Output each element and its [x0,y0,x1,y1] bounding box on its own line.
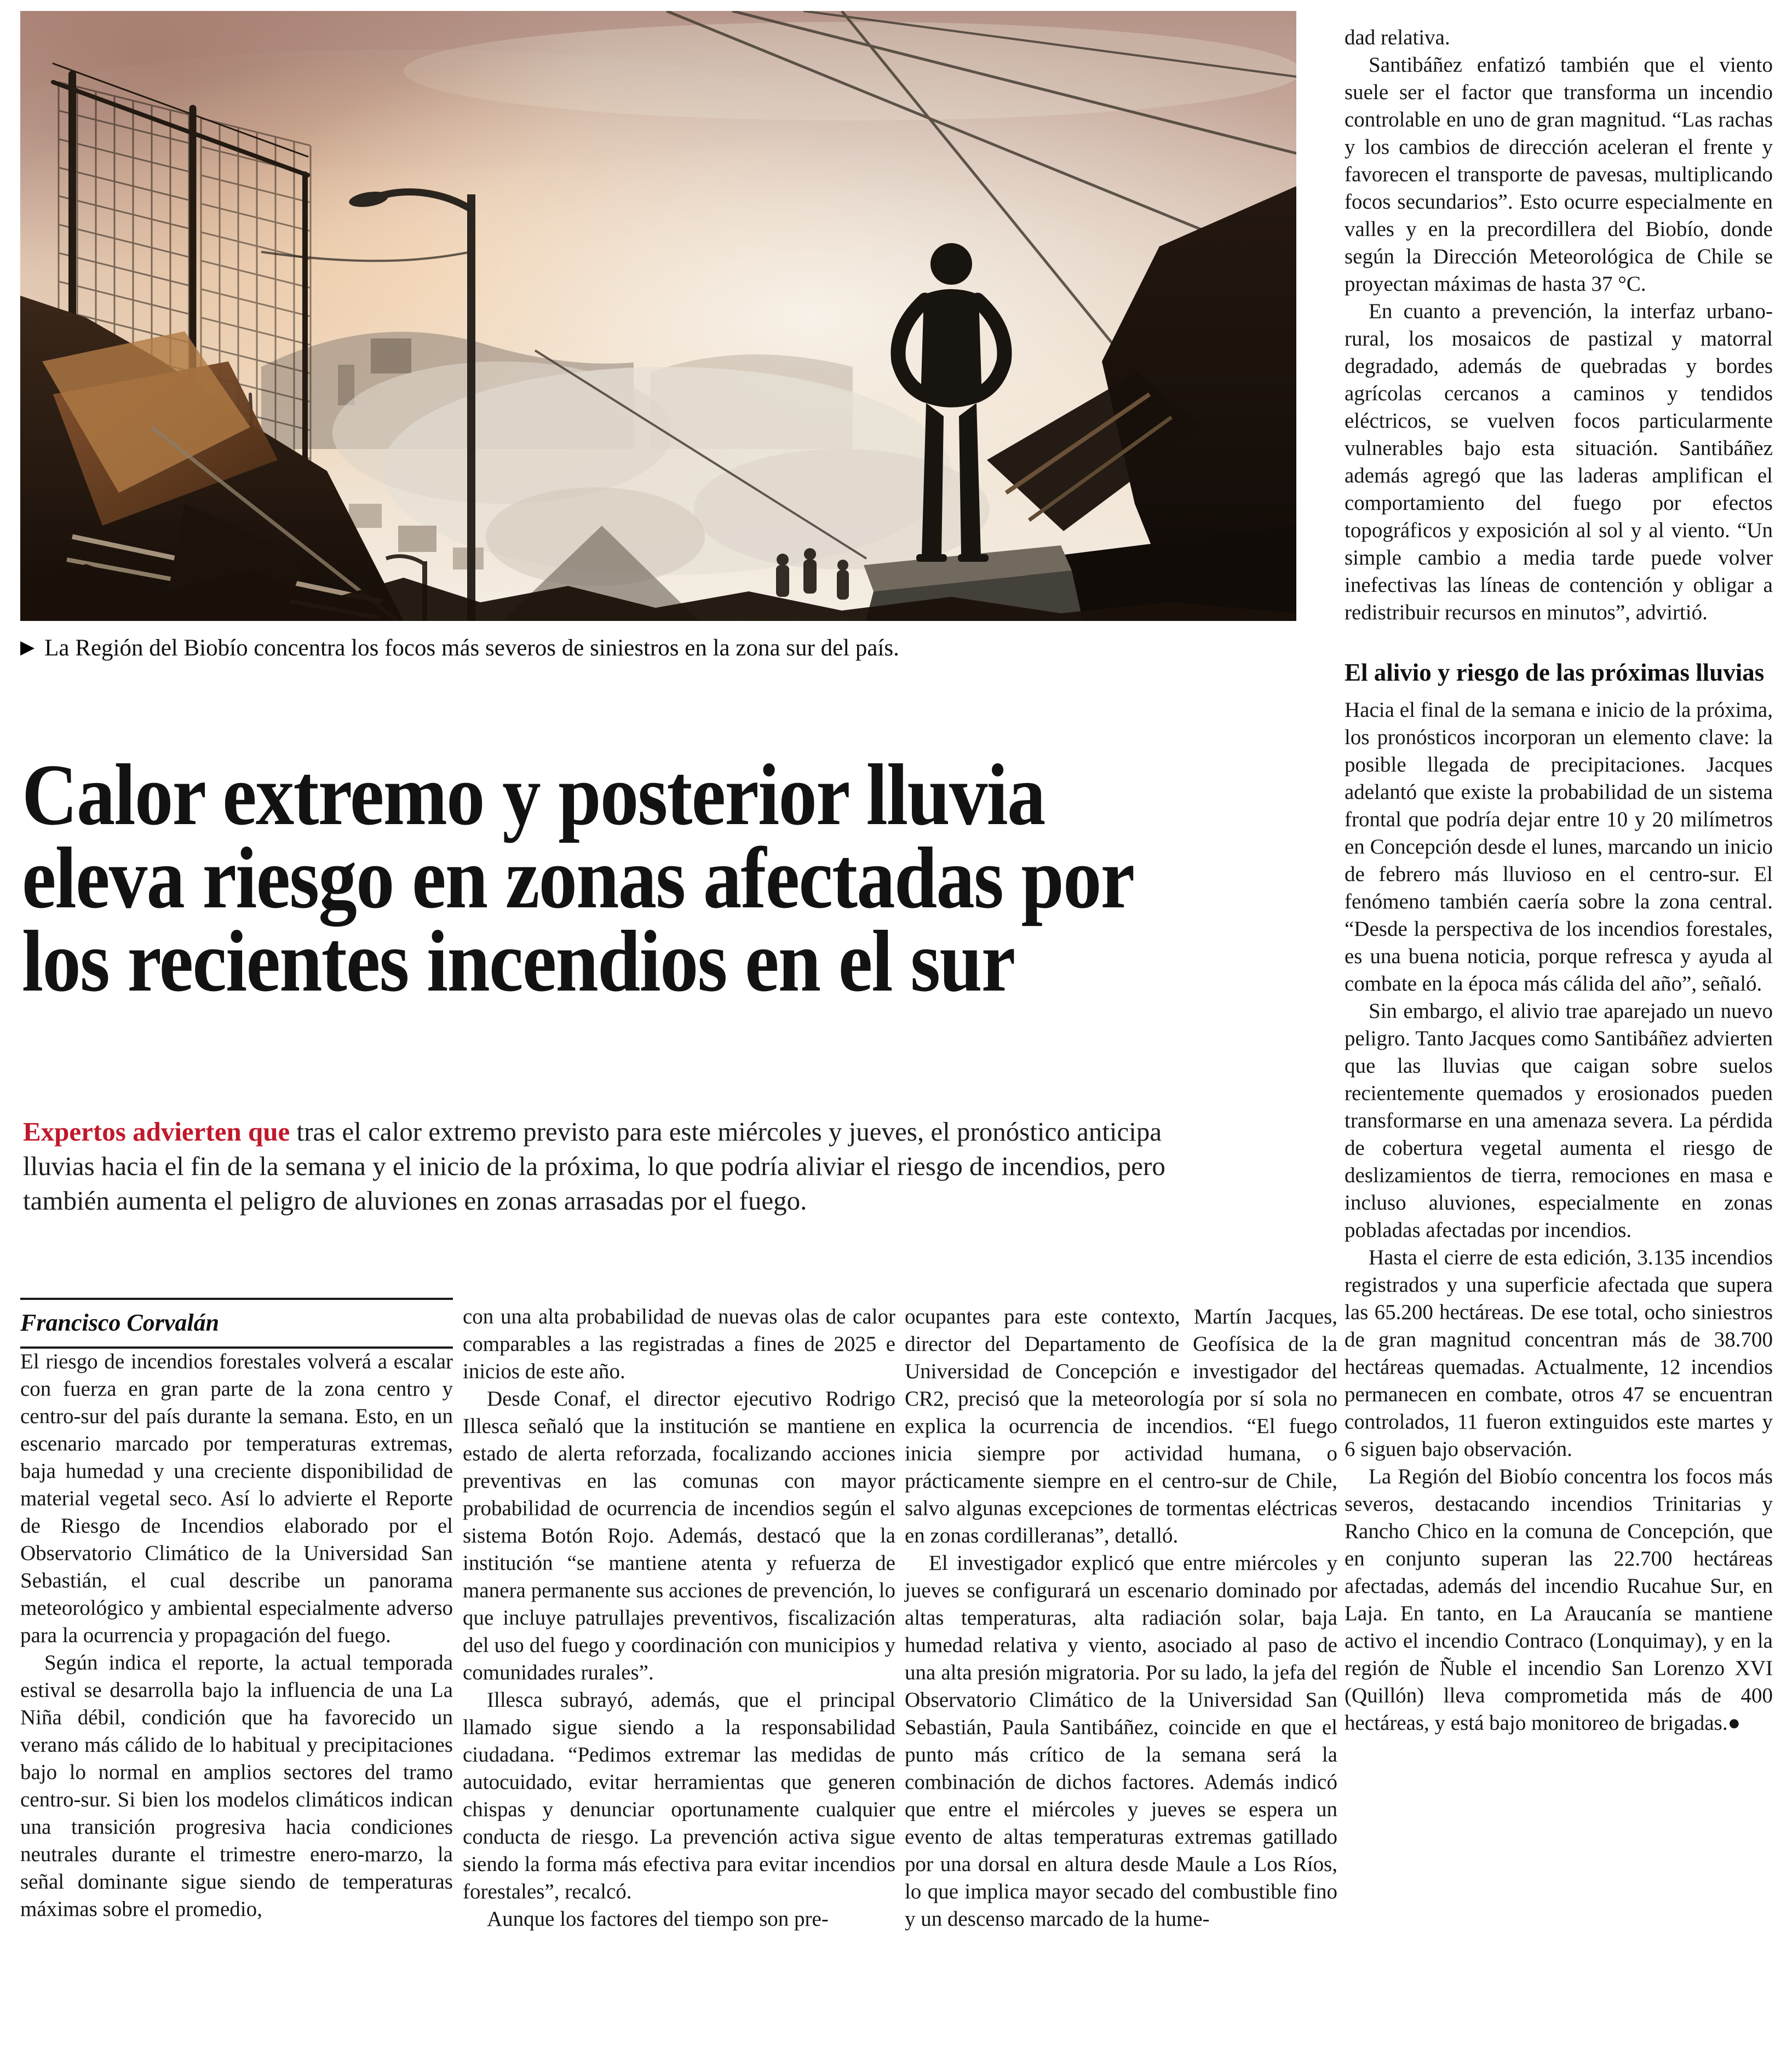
section-subhead: El alivio y riesgo de las próximas lluvias [1345,659,1765,686]
body-column-2 [463,1303,895,1933]
body-column-3 [905,1303,1337,1933]
article-lede [23,1114,1190,1218]
column-4-bottom [1345,697,1773,1737]
body-paragraph: En cuanto a prevención, la interfaz urbano-rural, los mosaicos de pastizal y matorral degradado, además de quebradas y bordes agrícolas cercanos a caminos y tendidos eléctricos, se vuelven focos particularmente vulnerables bajo esta situación. Santibáñez además agregó que las laderas amplifican el comportamiento del fuego por efectos topográficos y exposición al sol y al viento. “Un simple cambio a media tarde puede volver inefectivas las líneas de contención y obligar a redistribuir recursos en minutos”, advirtió. [1345,300,1773,624]
article-headline: Calor extremo y posterior lluvia eleva riesgo en zonas afectadas por los recientes incendios en el sur [22,746,1133,1010]
body-paragraph: con una alta probabilidad de nuevas olas de calor comparables a las registradas a fines de 2025 e inicios de este año. [463,1305,895,1383]
article-photo [20,11,1296,621]
body-paragraph: Sin embargo, el alivio trae aparejado un nuevo peligro. Tanto Jacques como Santibáñez advierten que las lluvias que caigan sobre suelos recientemente quemados y erosionados pueden transformarse en una amenaza severa. La pérdida de cobertura vegetal aumenta el riesgo de deslizamientos de tierra, remociones en masa e incluso aluviones, especialmente en zonas pobladas afectadas por incendios. [1345,999,1773,1242]
body-paragraph: dad relativa. [1345,26,1450,49]
body-paragraph: Aunque los factores del tiempo son pre- [487,1907,829,1931]
distant-building [371,338,411,373]
body-paragraph: Hacia el final de la semana e inicio de la próxima, los pronósticos incorporan un elemento clave: la posible llegada de precipitaciones. Jacques adelantó que existe la probabilidad de un sistema frontal que podría dejar entre 10 y 20 milímetros en Concepción desde el lunes, marcando un inicio de febrero más lluvioso en el centro-sur. El fenómeno también caería sobre la zona central. “Desde la perspectiva de los incendios forestales, es una buena noticia, porque refresca y ayuda al combate en la época más cálida del año”, señaló. [1345,698,1773,995]
photo-caption [20,633,1296,663]
body-paragraph: Desde Conaf, el director ejecutivo Rodrigo Illesca señaló que la institución se mantiene en estado de alerta reforzada, focalizando acciones preventivas en las comunas con mayor probabilidad de ocurrencia de incendios según el sistema Botón Rojo. Además, destacó que la institución “se mantiene atenta y refuerza de manera permanente sus acciones de prevención, lo que incluye patrullajes preventivos, fiscalización del uso del fuego y coordinación con municipios y comunidades rurales”. [463,1387,895,1684]
body-paragraph: Santibáñez enfatizó también que el viento suele ser el factor que transforma un incendio controlable en uno de gran magnitud. “Las rachas y los cambios de dirección aceleran el frente y favorecen el transporte de pavesas, multiplicando focos secundarios”. Esto ocurre especialmente en valles y en la precordillera del Biobío, donde según la Dirección Meteorológica de Chile se proyectan máximas de hasta 37 °C. [1345,53,1773,296]
caption-text: La Región del Biobío concentra los focos más severos de siniestros en la zona sur del país. [44,635,899,661]
body-paragraph: El investigador explicó que entre miércoles y jueves se configurará un escenario dominado por altas temperaturas, alta radiación solar, baja humedad relativa y viento, asociado al paso de una alta presión migratoria. Por su lado, la jefa del Observatorio Climático de la Universidad San Sebastián, Paula Santibáñez, coincide en que el punto más crítico de la semana será la combinación de dichos factores. Además indicó que entre el miércoles y jueves se espera un evento de altas temperaturas extremas gatillado por una dorsal en altura desde Maule a Los Ríos, lo que implica mayor secado del combustible fino y un descenso marcado de la hume- [905,1551,1337,1931]
fire-aftermath-photo-illustration [20,11,1296,621]
body-paragraph: Hasta el cierre de esta edición, 3.135 incendios registrados y una superficie afectada que supera las 65.200 hectáreas. De ese total, ocho siniestros de gran magnitud concentran más de 38.700 hectáreas quemadas. Actualmente, 12 incendios permanecen en combate, otros 47 se encuentran controlados, 11 fueron extinguidos este martes y 6 siguen bajo observación. [1345,1246,1773,1461]
body-paragraph: Según indica el reporte, la actual temporada estival se desarrolla bajo la influencia de una La Niña débil, condición que ha favorecido un verano más cálido de lo habitual y precipitaciones bajo lo normal en amplios sectores del tramo centro-sur. Si bien los modelos climáticos indican una transición progresiva hacia condiciones neutrales durante el trimestre enero-marzo, la señal dominante sigue siendo de temperaturas máximas sobre el promedio, [20,1651,453,1921]
body-column-1 [20,1348,453,1923]
caption-arrow-icon: ▶ [20,637,35,658]
body-paragraph: ocupantes para este contexto, Martín Jacques, director del Departamento de Geofísica de la Universidad de Concepción e investigador del CR2, precisó que la meteorología por sí sola no explica la ocurrencia de incendios. “El fuego inicia siempre por actividad humana, o prácticamente siempre en el centro-sur de Chile, salvo algunas excepciones de tormentas eléctricas en zonas cordilleranas”, detalló. [905,1305,1337,1547]
body-paragraph: El riesgo de incendios forestales volverá a escalar con fuerza en gran parte de la zona centro y centro-sur del país durante la semana. Esto, en un escenario marcado por temperaturas extremas, baja humedad y una creciente disponibilidad de material vegetal seco. Así lo advierte el Reporte de Riesgo de Incendios elaborado por el Observatorio Climático de la Universidad San Sebastián, el cual describe un panorama meteorológico y ambiental especialmente adverso para la ocurrencia y propagación del fuego. [20,1350,453,1647]
lede-rest: tras el calor extremo previsto para este miércoles y jueves, el pronóstico anticipa lluvias hacia el fin de la semana y el inicio de la próxima, lo que podría aliviar el riesgo de incendios, pero también aumenta el peligro de aluviones en zonas arrasadas por el fuego. [23,1116,1165,1216]
byline-author: Francisco Corvalán [20,1309,220,1336]
byline-block [20,1298,453,1349]
body-column-4 [1345,24,1773,1737]
column-4-top [1345,24,1773,626]
lede-lead-in: Expertos advierten que [23,1116,290,1147]
body-paragraph: Illesca subrayó, además, que el principal llamado sigue siendo a la responsabilidad ciudadana. “Pedimos extremar las medidas de autocuidado, evitar herramientas que generen chispas y denunciar oportunamente cualquier conducta de riesgo. La prevención activa sigue siendo la forma más efectiva para evitar incendios forestales”, recalcó. [463,1688,895,1903]
body-paragraph: La Región del Biobío concentra los focos más severos, destacando incendios Trinitarias y Rancho Chico en la comuna de Concepción, que en conjunto superan las 22.700 hectáreas afectadas, además del incendio Rucahue Sur, en Laja. En tanto, en La Araucanía se mantiene activo el incendio Contraco (Lonquimay), y en la región de Ñuble el incendio San Lorenzo XVI (Quillón) lleva comprometida más de 400 hectáreas, y está bajo monitoreo de brigadas.● [1345,1465,1773,1735]
